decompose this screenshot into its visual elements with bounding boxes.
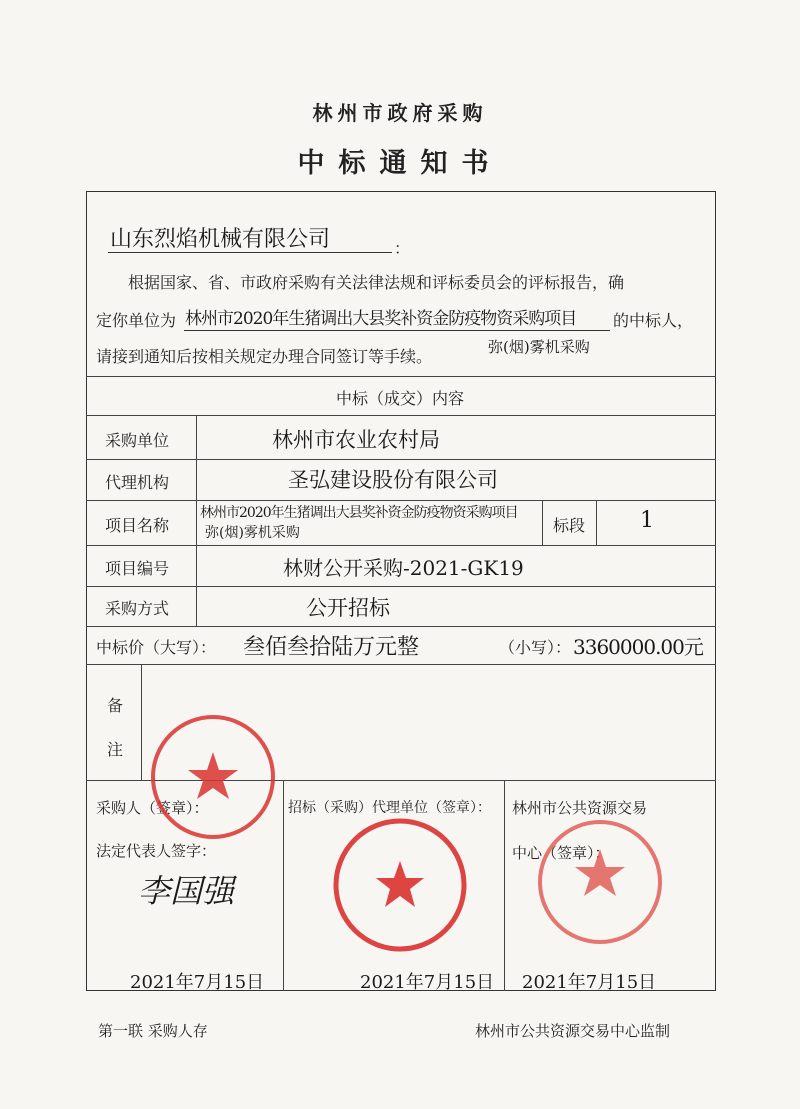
- project-name-value-line1: 林州市2020年生猪调出大县奖补资金防疫物资采购项目: [200, 505, 518, 521]
- purchaser-sign-label: 采购人（签章）：: [96, 799, 209, 817]
- column-line: [283, 780, 284, 991]
- legal-rep-label: 法定代表人签字：: [96, 842, 217, 860]
- document-title: 林州市政府采购: [312, 101, 488, 125]
- price-uppercase-label: 中标价（大写）：: [96, 638, 217, 657]
- divider-line: [86, 545, 716, 546]
- recipient-underline: [108, 252, 392, 253]
- purchaser-value: 林州市农业农村局: [272, 428, 440, 452]
- notice-paragraph-suffix: 的中标人，: [613, 311, 694, 330]
- divider-line: [86, 626, 716, 627]
- agency-seal-stamp: [330, 815, 470, 955]
- recipient-name: 山东烈焰机械有限公司: [110, 227, 331, 252]
- project-number-label: 项目编号: [105, 559, 170, 578]
- column-line: [542, 500, 543, 545]
- price-lowercase-value: 3360000.00元: [573, 635, 703, 659]
- footer-copy-label: 第一联 采购人存: [98, 1022, 208, 1040]
- footer-supervisor: 林州市公共资源交易中心监制: [475, 1022, 671, 1040]
- recipient-colon: ：: [394, 239, 411, 258]
- divider-line: [86, 376, 716, 377]
- column-line: [196, 415, 197, 626]
- star-icon: [188, 752, 238, 799]
- price-lowercase-label: （小写）：: [499, 638, 572, 657]
- divider-line: [86, 500, 716, 501]
- center-sign-label-line1: 林州市公共资源交易: [512, 799, 648, 817]
- procurement-method-label: 采购方式: [105, 599, 170, 618]
- center-date: 2021年7月15日: [522, 972, 657, 993]
- divider-line: [86, 664, 716, 665]
- center-seal-stamp: [535, 817, 665, 947]
- procurement-method-value: 公开招标: [306, 596, 390, 620]
- lot-label: 标段: [553, 516, 586, 535]
- agency-label: 代理机构: [105, 473, 170, 492]
- star-icon: [575, 849, 625, 896]
- agency-sign-label: 招标（采购）代理单位（签章）：: [288, 800, 491, 816]
- notice-paragraph-line3: 请接到通知后按相关规定办理合同签订等手续。: [96, 347, 433, 366]
- column-line: [596, 500, 597, 545]
- remarks-label-1: 备: [107, 696, 124, 715]
- column-line: [141, 664, 142, 780]
- project-number-value: 林财公开采购-2021-GK19: [283, 556, 524, 580]
- lot-value: 1: [640, 508, 654, 533]
- agency-value: 圣弘建设股份有限公司: [288, 468, 498, 492]
- legal-rep-signature: 李国强: [138, 872, 235, 910]
- column-line: [504, 780, 505, 991]
- price-uppercase-value: 叁佰叁拾陆万元整: [243, 635, 420, 660]
- project-underline: [184, 330, 610, 331]
- center-sign-label-line2: 中心（签章）：: [512, 844, 610, 862]
- notice-paragraph-line1: 根据国家、省、市政府采购有关法律法规和评标委员会的评标报告，确: [128, 273, 625, 292]
- star-icon: [376, 861, 424, 907]
- project-name-label: 项目名称: [105, 516, 170, 535]
- awarded-project-name: 林州市2020年生猪调出大县奖补资金防疫物资采购项目: [185, 309, 577, 329]
- project-insert: 弥(烟)雾机采购: [488, 338, 590, 356]
- notice-paragraph-prefix: 定你单位为: [96, 311, 177, 330]
- document-subtitle: 中标通知书: [297, 148, 503, 179]
- purchaser-date: 2021年7月15日: [130, 972, 265, 993]
- section-title: 中标（成交）内容: [335, 389, 464, 408]
- agency-date: 2021年7月15日: [360, 972, 495, 993]
- project-name-value-line2: 弥(烟)雾机采购: [205, 525, 300, 541]
- divider-line: [86, 586, 716, 587]
- divider-line: [86, 459, 716, 460]
- bureau-seal-stamp: [148, 712, 278, 842]
- divider-line: [86, 415, 716, 416]
- purchaser-label: 采购单位: [105, 431, 170, 450]
- remarks-label-2: 注: [107, 740, 124, 759]
